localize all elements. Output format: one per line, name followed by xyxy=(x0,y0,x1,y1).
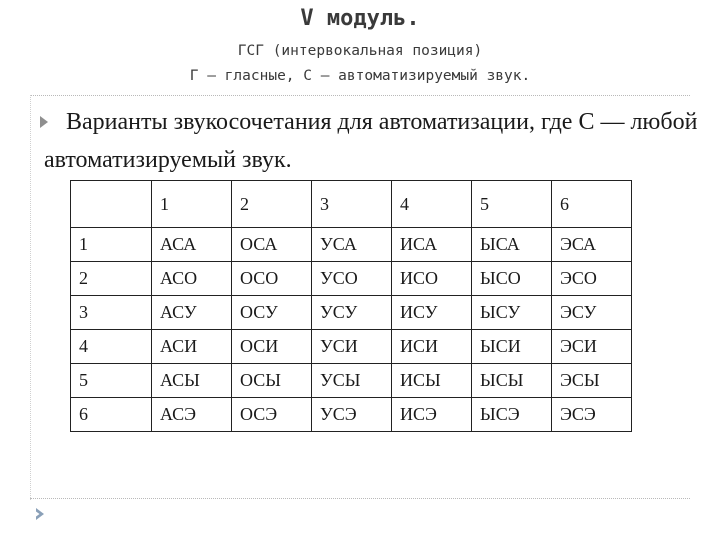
row-number-cell: 4 xyxy=(71,330,152,364)
table-cell: АСО xyxy=(152,262,232,296)
row-number-cell: 2 xyxy=(71,262,152,296)
table-cell: АСА xyxy=(152,228,232,262)
table-cell: УСЫ xyxy=(312,364,392,398)
slide-subtitle-line-2: Г — гласные, С — автоматизируемый звук. xyxy=(189,68,531,84)
table-cell: ЭСУ xyxy=(552,296,632,330)
table-cell: ЫСО xyxy=(472,262,552,296)
table-cell: ОСЫ xyxy=(232,364,312,398)
left-divider xyxy=(30,95,31,500)
table-row xyxy=(71,398,632,432)
table-cell: ЫСЭ xyxy=(472,398,552,432)
table-header-cell: 4 xyxy=(392,181,472,228)
table-cell: ЭСЫ xyxy=(552,364,632,398)
slide-subtitle-line-1: ГСГ (интервокальная позиция) xyxy=(237,43,483,59)
table-row xyxy=(71,296,632,330)
row-number-cell: 5 xyxy=(71,364,152,398)
table-cell: УСИ xyxy=(312,330,392,364)
table-cell: ЫСИ xyxy=(472,330,552,364)
table-header-cell: 1 xyxy=(152,181,232,228)
table-row xyxy=(71,330,632,364)
table-cell: ОСЭ xyxy=(232,398,312,432)
bullet-text: Варианты звукосочетания для автоматизации, где С — любой автоматизируемый звук. xyxy=(44,109,698,173)
table-cell: ИСИ xyxy=(392,330,472,364)
slide-title: V модуль. xyxy=(300,6,420,31)
table-row xyxy=(71,228,632,262)
table-cell: ЭСЭ xyxy=(552,398,632,432)
row-number-cell: 3 xyxy=(71,296,152,330)
table-cell: ОСУ xyxy=(232,296,312,330)
table-cell: ОСО xyxy=(232,262,312,296)
table-row xyxy=(71,262,632,296)
table-cell: АСЫ xyxy=(152,364,232,398)
table-header-cell: 3 xyxy=(312,181,392,228)
table-cell: ЫСЫ xyxy=(472,364,552,398)
table-cell: УСЭ xyxy=(312,398,392,432)
table-row xyxy=(71,364,632,398)
table-cell: ЫСУ xyxy=(472,296,552,330)
table-cell: ИСУ xyxy=(392,296,472,330)
table-cell: ИСЭ xyxy=(392,398,472,432)
table-cell: ОСИ xyxy=(232,330,312,364)
table-cell: ОСА xyxy=(232,228,312,262)
table-header-cell: 6 xyxy=(552,181,632,228)
row-number-cell: 1 xyxy=(71,228,152,262)
table-cell: УСА xyxy=(312,228,392,262)
table-header-cell: 2 xyxy=(232,181,312,228)
table-cell: ИСА xyxy=(392,228,472,262)
table-cell: ЫСА xyxy=(472,228,552,262)
table-cell: АСИ xyxy=(152,330,232,364)
slide-nav-arrow-icon[interactable] xyxy=(33,507,47,521)
table-cell: УСО xyxy=(312,262,392,296)
table-cell: ЭСИ xyxy=(552,330,632,364)
syllable-table xyxy=(70,180,632,432)
table-cell: ИСО xyxy=(392,262,472,296)
table-cell: УСУ xyxy=(312,296,392,330)
top-divider xyxy=(30,95,690,96)
table-header-cell: 5 xyxy=(472,181,552,228)
table-cell: АСУ xyxy=(152,296,232,330)
row-number-cell: 6 xyxy=(71,398,152,432)
table-cell: ЭСО xyxy=(552,262,632,296)
table-cell: АСЭ xyxy=(152,398,232,432)
table-cell: ИСЫ xyxy=(392,364,472,398)
table-cell: ЭСА xyxy=(552,228,632,262)
table-header-row xyxy=(71,181,632,228)
table-header-cell xyxy=(71,181,152,228)
bottom-divider xyxy=(30,498,690,499)
